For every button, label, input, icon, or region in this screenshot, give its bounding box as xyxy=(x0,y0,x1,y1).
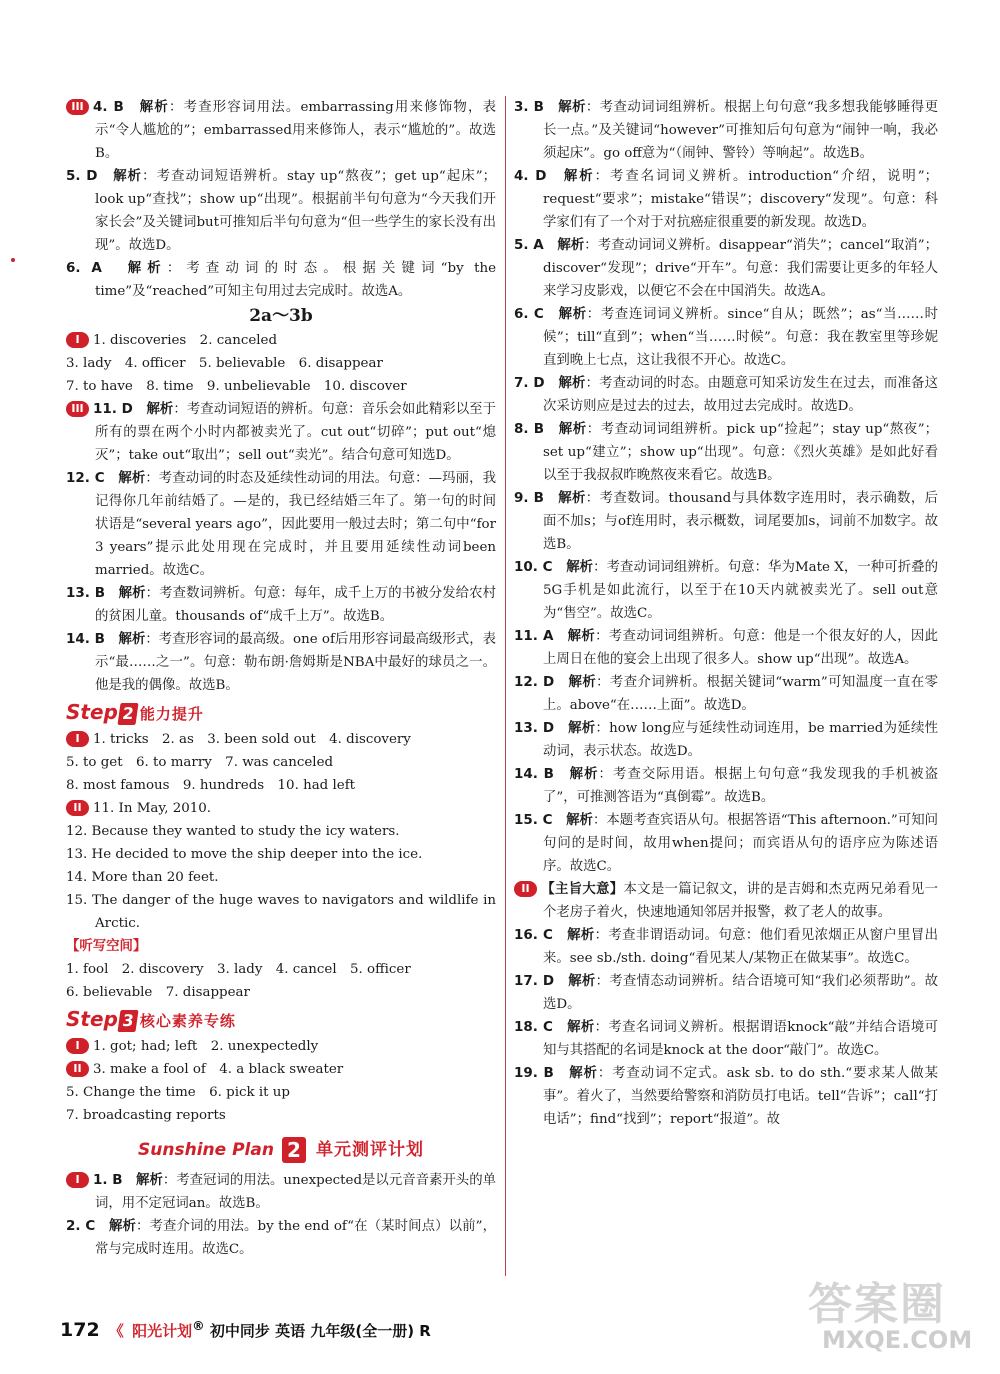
answer-item xyxy=(514,924,938,970)
chevron-left-icon: 《 xyxy=(108,1322,124,1340)
answer-label: 解析 xyxy=(568,675,597,690)
answer-text: ：考查动词短语辨析。stay up“熬夜”；get up“起床”；look up“查找”；show up“出现”。根据前半句句意为“今天我们开家长会”及关键词but可推知后半句句意为“但一些学生的家长没有出现”。故选D。 xyxy=(95,169,497,253)
step-number: 3 xyxy=(117,1010,138,1032)
page-footer xyxy=(60,1318,431,1341)
section-badge: I xyxy=(66,1038,89,1054)
answer-item xyxy=(66,165,496,257)
answer-text: ：考查交际用语。根据上句句意“我发现我的手机被盗了”，可推测答语为“真倒霉”。故选B。 xyxy=(543,767,938,805)
answer-text: 3. make a fool of 4. a black sweater xyxy=(93,1062,344,1077)
answer-item xyxy=(514,372,938,418)
section-badge: III xyxy=(66,99,89,115)
answer-label: 解析 xyxy=(139,100,169,115)
section-label: 【听写空间】 xyxy=(66,939,147,954)
section-badge: I xyxy=(66,332,89,348)
question-number: 11. D xyxy=(93,401,147,417)
question-number: 9. B xyxy=(514,490,559,506)
answer-line xyxy=(66,820,496,843)
answer-item xyxy=(514,1016,938,1062)
step-title: 能力提升 xyxy=(139,705,204,723)
answer-line xyxy=(66,981,496,1004)
answer-item xyxy=(66,398,496,467)
answer-label: 解析 xyxy=(569,767,599,782)
answer-label: 解析 xyxy=(567,928,595,943)
answer-text: 本文是一篇记叙文，讲的是吉姆和杰克两兄弟看见一个老房子着火，快速地通知邻居并报警，救了老人的故事。 xyxy=(543,882,938,920)
answer-label: 解析 xyxy=(563,169,595,184)
plan-heading xyxy=(66,1135,496,1165)
answer-text: ：考查非谓语动词。句意：他们看见浓烟正从窗户里冒出来。see sb./sth. doing“看见某人/某物正在做某事”。故选C。 xyxy=(543,928,938,966)
answer-label: 解析 xyxy=(118,632,146,647)
answer-text: ：考查动词的时态。根据关键词“by the time”及“reached”可知主句用过去完成时。故选A。 xyxy=(95,261,497,299)
step-heading xyxy=(66,699,496,726)
answer-text: 1. got; had; left 2. unexpectedly xyxy=(93,1039,319,1054)
answer-text: ：考查名词词义辨析。根据谓语knock“敲”并结合语境可知与其搭配的名词是knock at the door“敲门”。故选C。 xyxy=(543,1020,938,1058)
question-number: 1. B xyxy=(93,1172,137,1188)
question-number: 6. C xyxy=(514,306,559,322)
answer-line xyxy=(66,797,496,820)
question-number: 17. D xyxy=(514,973,569,989)
answer-item xyxy=(66,257,496,303)
answer-label: 解析 xyxy=(566,560,594,575)
answer-line xyxy=(66,329,496,352)
question-number: 18. C xyxy=(514,1019,568,1035)
step-word: Step xyxy=(66,1007,118,1031)
answer-label: 解析 xyxy=(118,471,146,486)
answer-item xyxy=(514,487,938,556)
answer-text: ：考查动词短语的辨析。句意：音乐会如此精彩以至于所有的票在两个小时内都被卖光了。cut out“切碎”；put out“熄灭”；take out“取出”；sell out“卖光”。结合句意可知选D。 xyxy=(95,402,496,463)
answer-text: ：考查动词词组辨析。根据上句句意“我多想我能够睡得更长一点。”及关键词“however”可推知后句句意为“闹钟一响，我必须起床”。go off意为“（闹钟、警铃）等响起”。故选B。 xyxy=(543,100,938,161)
answer-text: ：考查动词词组辨析。句意：他是一个很友好的人，因此上周日在他的宴会上出现了很多人。show up“出现”。故选A。 xyxy=(543,629,938,667)
answer-text: ：考查动词词组辨析。句意：华为Mate X，一种可折叠的5G手机是如此流行，以至于在10天内就被卖光了。sell out意为“售空”。故选C。 xyxy=(543,560,938,621)
answer-text: ：考查介词的用法。by the end of“在（某时间点）以前”，常与完成时连用。故选C。 xyxy=(95,1219,496,1257)
answer-text: ：考查冠词的用法。unexpected是以元音音素开头的单词，用不定冠词an。故选B。 xyxy=(95,1173,496,1211)
answer-item xyxy=(514,234,938,303)
section-badge: III xyxy=(66,401,89,417)
answer-text: 1. discoveries 2. canceled xyxy=(93,333,278,348)
answer-item xyxy=(514,96,938,165)
answer-text: 7. to have 8. time 9. unbelievable 10. discover xyxy=(66,379,407,394)
answer-label: 解析 xyxy=(127,261,167,276)
section-badge: II xyxy=(66,800,89,816)
answer-text: 15. The danger of the huge waves to navigators and wildlife in Arctic. xyxy=(66,893,496,931)
question-number: 12. D xyxy=(514,674,569,690)
question-number: 14. B xyxy=(514,766,570,782)
answer-label: 解析 xyxy=(108,1219,136,1234)
answer-line xyxy=(66,375,496,398)
question-number: 16. C xyxy=(514,927,568,943)
answer-line xyxy=(66,866,496,889)
answer-label: 解析 xyxy=(568,974,596,989)
section-heading: 2a～3b xyxy=(249,306,313,326)
answer-item xyxy=(514,556,938,625)
answer-label: 解析 xyxy=(557,238,585,253)
question-number: 2. C xyxy=(66,1218,109,1234)
answer-text: ：考查情态动词辨析。结合语境可知“我们必须帮助”。故选D。 xyxy=(543,974,938,1012)
step-number: 2 xyxy=(117,703,138,725)
question-number: 5. D xyxy=(66,168,114,184)
answer-item xyxy=(66,628,496,697)
answer-text: 14. More than 20 feet. xyxy=(66,870,219,885)
watermark-url: MXQE.COM xyxy=(822,1326,973,1354)
brand-name: 阳光计划 xyxy=(132,1322,193,1340)
section-badge: I xyxy=(66,1172,89,1188)
answer-item xyxy=(514,970,938,1016)
question-number: 15. C xyxy=(514,812,567,828)
answer-text: 5. to get 6. to marry 7. was canceled xyxy=(66,755,334,770)
answer-label: 解析 xyxy=(136,1173,163,1188)
margin-mark xyxy=(11,258,15,262)
answer-text: ：考查名词词义辨析。introduction“介绍，说明”；request“要求”；mistake“错误”；discovery“发现”。句意：科学家们有了一个对于对抗癌症很重要的新发现。故选D。 xyxy=(543,169,939,230)
question-number: 12. C xyxy=(66,470,119,486)
book-title: 初中同步 英语 九年级(全一册) R xyxy=(209,1322,431,1340)
column-divider xyxy=(505,96,506,1276)
question-number: 3. B xyxy=(514,99,559,115)
answer-line xyxy=(66,958,496,981)
answer-text: ：考查动词不定式。ask sb. to do sth.“要求某人做某事”。着火了，当然要给警察和消防员打电话。tell“告诉”；call“打电话”；find“找到”；report“报道”。故 xyxy=(543,1066,939,1127)
answer-line xyxy=(66,751,496,774)
answer-label: 解析 xyxy=(146,402,174,417)
answer-line xyxy=(66,352,496,375)
answer-text: 7. broadcasting reports xyxy=(66,1108,226,1123)
answer-label: 解析 xyxy=(558,422,587,437)
question-number: 13. B xyxy=(66,585,119,601)
question-number: 6. A xyxy=(66,260,128,276)
answer-item xyxy=(66,889,496,935)
answer-item xyxy=(514,763,938,809)
question-number: 13. D xyxy=(514,720,569,736)
answer-text: 12. Because they wanted to study the icy waters. xyxy=(66,824,400,839)
answer-line xyxy=(66,1058,496,1081)
step-heading xyxy=(66,1006,496,1033)
answer-item xyxy=(514,809,938,878)
question-number: 4. D xyxy=(514,168,564,184)
answer-text: ：考查动词的时态及延续性动词的用法。句意：—玛丽，我记得你几年前结婚了。—是的，我已经结婚三年了。第一句的时间状语是“several years ago”，因此要用一般过去时；第二句中“for 3 years”提示此处用现在完成时，并且要用延续性动词been married。故选C。 xyxy=(95,471,496,578)
answer-item xyxy=(514,1062,938,1131)
answer-label: 解析 xyxy=(558,376,586,391)
page-number: 172 xyxy=(60,1319,100,1341)
answer-text: 1. tricks 2. as 3. been sold out 4. discovery xyxy=(93,732,411,747)
answer-text: ：考查形容词用法。embarrassing用来修饰物，表示“令人尴尬的”；embarrassed用来修饰人，表示“尴尬的”。故选B。 xyxy=(95,100,497,161)
answer-label: 解析 xyxy=(569,1066,598,1081)
answer-item xyxy=(514,625,938,671)
left-column xyxy=(66,96,496,1261)
answer-text: 3. lady 4. officer 5. believable 6. disappear xyxy=(66,356,383,371)
question-number: 19. B xyxy=(514,1065,570,1081)
answer-label: 解析 xyxy=(567,1020,595,1035)
answer-line xyxy=(66,1081,496,1104)
answer-text: ：考查数词辨析。句意：每年，成千上万的书被分发给农村的贫困儿童。thousands of“成千上万”。故选B。 xyxy=(95,586,497,624)
answer-line xyxy=(66,1104,496,1127)
answer-text: 1. fool 2. discovery 3. lady 4. cancel 5. officer xyxy=(66,962,411,977)
question-number: 10. C xyxy=(514,559,567,575)
section-badge: II xyxy=(514,881,537,897)
watermark-logo: 答案圈 xyxy=(808,1279,946,1330)
answer-line xyxy=(66,728,496,751)
answer-text: 13. He decided to move the ship deeper into the ice. xyxy=(66,847,423,862)
answer-line xyxy=(66,774,496,797)
answer-text: ：考查介词辨析。根据关键词“warm”可知温度一直在零上。above“在……上面”。故选D。 xyxy=(543,675,939,713)
answer-item xyxy=(66,1215,496,1261)
section-badge: I xyxy=(66,731,89,747)
answer-item xyxy=(514,878,938,924)
right-column xyxy=(514,96,938,1131)
answer-text: 5. Change the time 6. pick it up xyxy=(66,1085,290,1100)
answer-label: 解析 xyxy=(566,813,593,828)
answer-item xyxy=(514,671,938,717)
answer-text: 11. In May, 2010. xyxy=(93,801,212,816)
answer-text: ：本题考查宾语从句。根据答语“This afternoon.”可知问句问的是时间，故用when提问；而宾语从句的语序应为陈述语序。故选C。 xyxy=(543,813,939,874)
answer-line xyxy=(66,843,496,866)
answer-item xyxy=(66,582,496,628)
answer-item xyxy=(514,303,938,372)
answer-label: 解析 xyxy=(558,307,587,322)
answer-item xyxy=(514,717,938,763)
plan-name: Sunshine Plan xyxy=(138,1140,274,1160)
step-title: 核心素养专练 xyxy=(139,1012,236,1030)
section-badge: II xyxy=(66,1061,89,1077)
answer-text: 8. most famous 9. hundreds 10. had left xyxy=(66,778,356,793)
answer-text: ：考查动词词组辨析。pick up“捡起”；stay up“熬夜”；set up“建立”；show up“出现”。句意：《烈火英雄》是如此好看以至于我叔叔昨晚熬夜来看它。故选B。 xyxy=(543,422,939,483)
answer-label: 解析 xyxy=(113,169,143,184)
question-number: 5. A xyxy=(514,237,558,253)
plan-number: 2 xyxy=(282,1137,306,1163)
answer-label: 解析 xyxy=(118,586,146,601)
answer-item xyxy=(66,96,496,165)
answer-label: 解析 xyxy=(567,629,596,644)
answer-text: ：考查动词的时态。由题意可知采访发生在过去，而准备这次采访则应是过去的过去，故用过去完成时。故选D。 xyxy=(543,376,939,414)
answer-item xyxy=(514,165,938,234)
step-word: Step xyxy=(66,700,118,724)
question-number: 7. D xyxy=(514,375,559,391)
answer-text: ：考查数词。thousand与具体数字连用时，表示确数，后面不加s；与of连用时，表示概数，词尾要加s，词前不加数字。故选B。 xyxy=(543,491,939,552)
answer-label: 解析 xyxy=(558,100,586,115)
answer-label: 【主旨大意】 xyxy=(541,882,624,897)
answer-line xyxy=(66,1035,496,1058)
answer-text: ：考查形容词的最高级。one of后用形容词最高级形式，表示“最……之一”。句意：勒布朗·詹姆斯是NBA中最好的球员之一。他是我的偶像。故选B。 xyxy=(95,632,497,693)
registered-mark: ® xyxy=(192,1318,205,1333)
answer-text: ：考查动词词义辨析。disappear“消失”；cancel“取消”；discover“发现”；drive“开车”。句意：我们需要让更多的年轻人来学习皮影戏，以便它不会在中国消失。故选A。 xyxy=(543,238,938,299)
plan-title: 单元测评计划 xyxy=(315,1140,424,1160)
answer-item xyxy=(66,1169,496,1215)
watermark xyxy=(800,1268,973,1368)
question-number: 14. B xyxy=(66,631,119,647)
answer-label: 解析 xyxy=(568,721,596,736)
answer-label: 解析 xyxy=(558,491,586,506)
answer-text: ：考查连词词义辨析。since“自从；既然”；as“当……时候”；till“直到”；when“当……时候”。句意：我在教室里等珍妮直到晚上七点，这让我很不开心。故选C。 xyxy=(543,307,939,368)
question-number: 4. B xyxy=(93,99,140,115)
answer-item xyxy=(514,418,938,487)
answer-text: ：how long应与延续性动词连用，be married为延续性动词，表示状态。故选D。 xyxy=(543,721,939,759)
answer-item xyxy=(66,467,496,582)
answer-text: 6. believable 7. disappear xyxy=(66,985,250,1000)
question-number: 11. A xyxy=(514,628,568,644)
question-number: 8. B xyxy=(514,421,559,437)
